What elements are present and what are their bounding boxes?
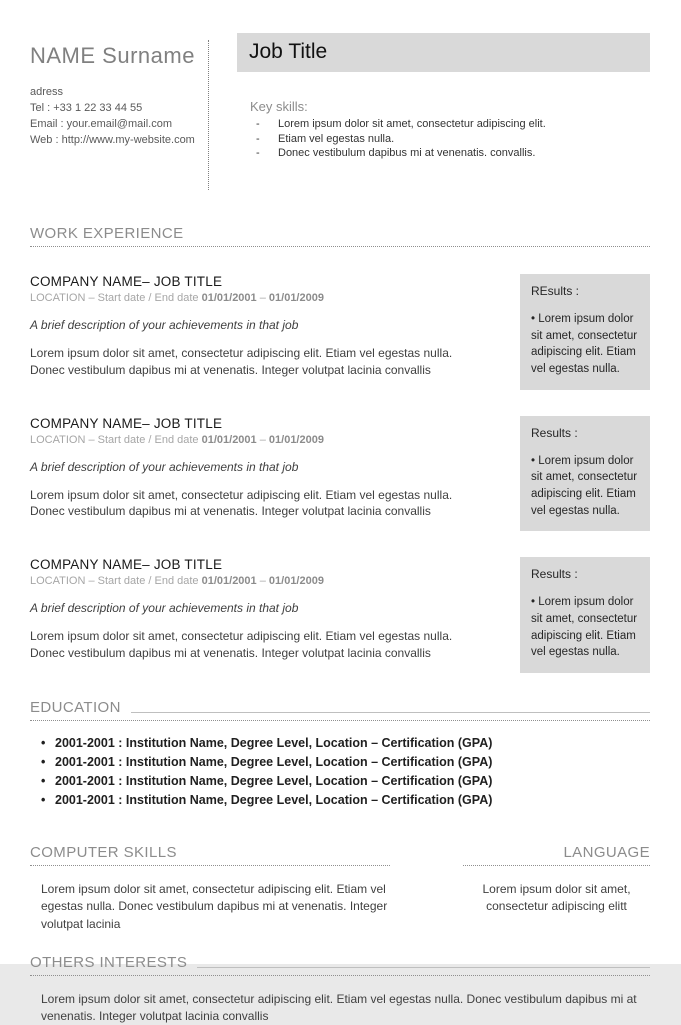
education-list	[30, 734, 650, 810]
job-description: Lorem ipsum dolor sit amet, consectetur adipiscing elit. Etiam vel egestas nulla. Donec vestibulum dapibus mi at venenatis. Integer volutpat lacinia convallis	[30, 346, 453, 377]
job-summary: A brief description of your achievements in that job	[30, 601, 299, 616]
work-entry	[30, 274, 650, 390]
company-title: COMPANY NAME– JOB TITLE	[30, 415, 223, 431]
bullet	[41, 734, 55, 753]
person-name: NAME Surname	[30, 43, 195, 68]
results-text: • Lorem ipsum dolor sit amet, consectetur adipiscing elit. Etiam vel egestas nulla.	[531, 313, 638, 376]
contact-web: Web : http://www.my-website.com	[30, 134, 195, 146]
bullet	[41, 772, 55, 791]
location-prefix: LOCATION – Start date / End date	[30, 292, 202, 304]
key-skill-text: Donec vestibulum dapibus mi at venenatis. convallis.	[278, 147, 536, 159]
education-header	[30, 699, 650, 721]
key-skill-text: Etiam vel egestas nulla.	[278, 132, 395, 145]
education-item	[41, 791, 650, 810]
date-separator: –	[256, 433, 269, 446]
results-text: • Lorem ipsum dolor sit amet, consectetur adipiscing elit. Etiam vel egestas nulla.	[531, 596, 638, 659]
language-text: Lorem ipsum dolor sit amet, consectetur adipiscing elitt	[482, 882, 631, 914]
work-entry	[30, 557, 650, 673]
job-description: Lorem ipsum dolor sit amet, consectetur adipiscing elit. Etiam vel egestas nulla. Donec vestibulum dapibus mi at venenatis. Integer volutpat lacinia convallis	[30, 629, 453, 661]
key-skills-list	[250, 117, 650, 161]
company-title: COMPANY NAME– JOB TITLE	[30, 274, 223, 289]
identity-block	[30, 33, 208, 190]
results-label: REsults :	[531, 284, 580, 298]
key-skill-item	[250, 117, 650, 132]
date-separator: –	[256, 292, 269, 304]
end-date: 01/01/2009	[268, 433, 324, 446]
dash-bullet	[250, 146, 278, 161]
column-gap	[390, 844, 463, 933]
key-skills-label: Key skills:	[250, 99, 308, 114]
dash-bullet	[250, 117, 278, 132]
key-skill-item	[250, 146, 650, 161]
results-box	[520, 557, 650, 673]
job-summary: A brief description of your achievements in that job	[30, 318, 299, 332]
location-dates	[30, 575, 494, 587]
work-experience-entries	[30, 274, 650, 673]
header	[0, 0, 681, 190]
contact-email: Email : your.email@mail.com	[30, 118, 172, 130]
section-title: COMPUTER SKILLS	[30, 844, 177, 862]
key-skill-item	[250, 132, 650, 147]
location-prefix: LOCATION – Start date / End date	[30, 575, 202, 588]
section-title: WORK EXPERIENCE	[30, 225, 184, 242]
results-label: Results :	[531, 425, 578, 440]
location-prefix: LOCATION – Start date / End date	[30, 433, 202, 446]
skills-language-row	[30, 844, 650, 933]
job-summary: A brief description of your achievements in that job	[30, 459, 299, 474]
others-interests-header	[30, 954, 650, 976]
bullet	[41, 791, 55, 810]
sections	[0, 225, 681, 1025]
end-date: 01/01/2009	[268, 292, 324, 304]
dash-bullet	[250, 132, 278, 147]
work-entry	[30, 416, 650, 532]
education-text: 2001-2001 : Institution Name, Degree Level, Location – Certification (GPA)	[55, 736, 493, 751]
language-column	[463, 844, 650, 933]
education-text: 2001-2001 : Institution Name, Degree Level, Location – Certification (GPA)	[55, 755, 493, 770]
title-block	[209, 33, 650, 190]
start-date: 01/01/2001	[201, 433, 257, 446]
results-box	[520, 416, 650, 532]
contact-block	[30, 84, 208, 148]
header-tail-line	[131, 712, 650, 713]
job-title-banner	[237, 33, 650, 72]
section-title: EDUCATION	[30, 699, 121, 717]
location-dates	[30, 292, 494, 304]
key-skills	[237, 99, 650, 161]
results-box	[520, 274, 650, 390]
job-title: Job Title	[249, 40, 328, 63]
bullet	[41, 753, 55, 772]
date-separator: –	[256, 575, 269, 588]
education-text: 2001-2001 : Institution Name, Degree Level, Location – Certification (GPA)	[55, 774, 493, 789]
section-title: LANGUAGE	[563, 844, 650, 862]
education-item	[41, 772, 650, 791]
language-header	[463, 844, 650, 866]
contact-tel: Tel : +33 1 22 33 44 55	[30, 102, 143, 114]
job-description: Lorem ipsum dolor sit amet, consectetur adipiscing elit. Etiam vel egestas nulla. Donec vestibulum dapibus mi at venenatis. Integer volutpat lacinia convallis	[30, 487, 453, 519]
computer-skills-column	[30, 844, 390, 933]
start-date: 01/01/2001	[201, 292, 257, 304]
work-entry-details	[30, 557, 520, 673]
location-dates	[30, 434, 494, 446]
contact-address: adress	[30, 86, 64, 98]
key-skill-text: Lorem ipsum dolor sit amet, consectetur adipiscing elit.	[278, 118, 546, 130]
work-entry-details	[30, 416, 520, 532]
education-text: 2001-2001 : Institution Name, Degree Level, Location – Certification (GPA)	[55, 793, 493, 808]
company-title: COMPANY NAME– JOB TITLE	[30, 557, 223, 573]
work-experience-header	[30, 225, 650, 247]
education-item	[41, 753, 650, 772]
computer-skills-header	[30, 844, 390, 866]
education-item	[41, 734, 650, 753]
section-title: OTHERS INTERESTS	[30, 954, 188, 972]
others-interests-text: Lorem ipsum dolor sit amet, consectetur adipiscing elit. Etiam vel egestas nulla. Donec vestibulum dapibus mi at venenatis. Integer volutpat lacinia convallis	[41, 992, 637, 1024]
end-date: 01/01/2009	[268, 575, 324, 588]
work-entry-details	[30, 274, 520, 390]
header-tail-line	[197, 967, 650, 968]
computer-skills-text: Lorem ipsum dolor sit amet, consectetur adipiscing elit. Etiam vel egestas nulla. Donec vestibulum dapibus mi at venenatis. Integer volutpat lacinia	[41, 882, 388, 931]
results-text: • Lorem ipsum dolor sit amet, consectetur adipiscing elit. Etiam vel egestas nulla.	[531, 454, 638, 517]
results-label: Results :	[531, 567, 578, 582]
start-date: 01/01/2001	[201, 575, 257, 588]
